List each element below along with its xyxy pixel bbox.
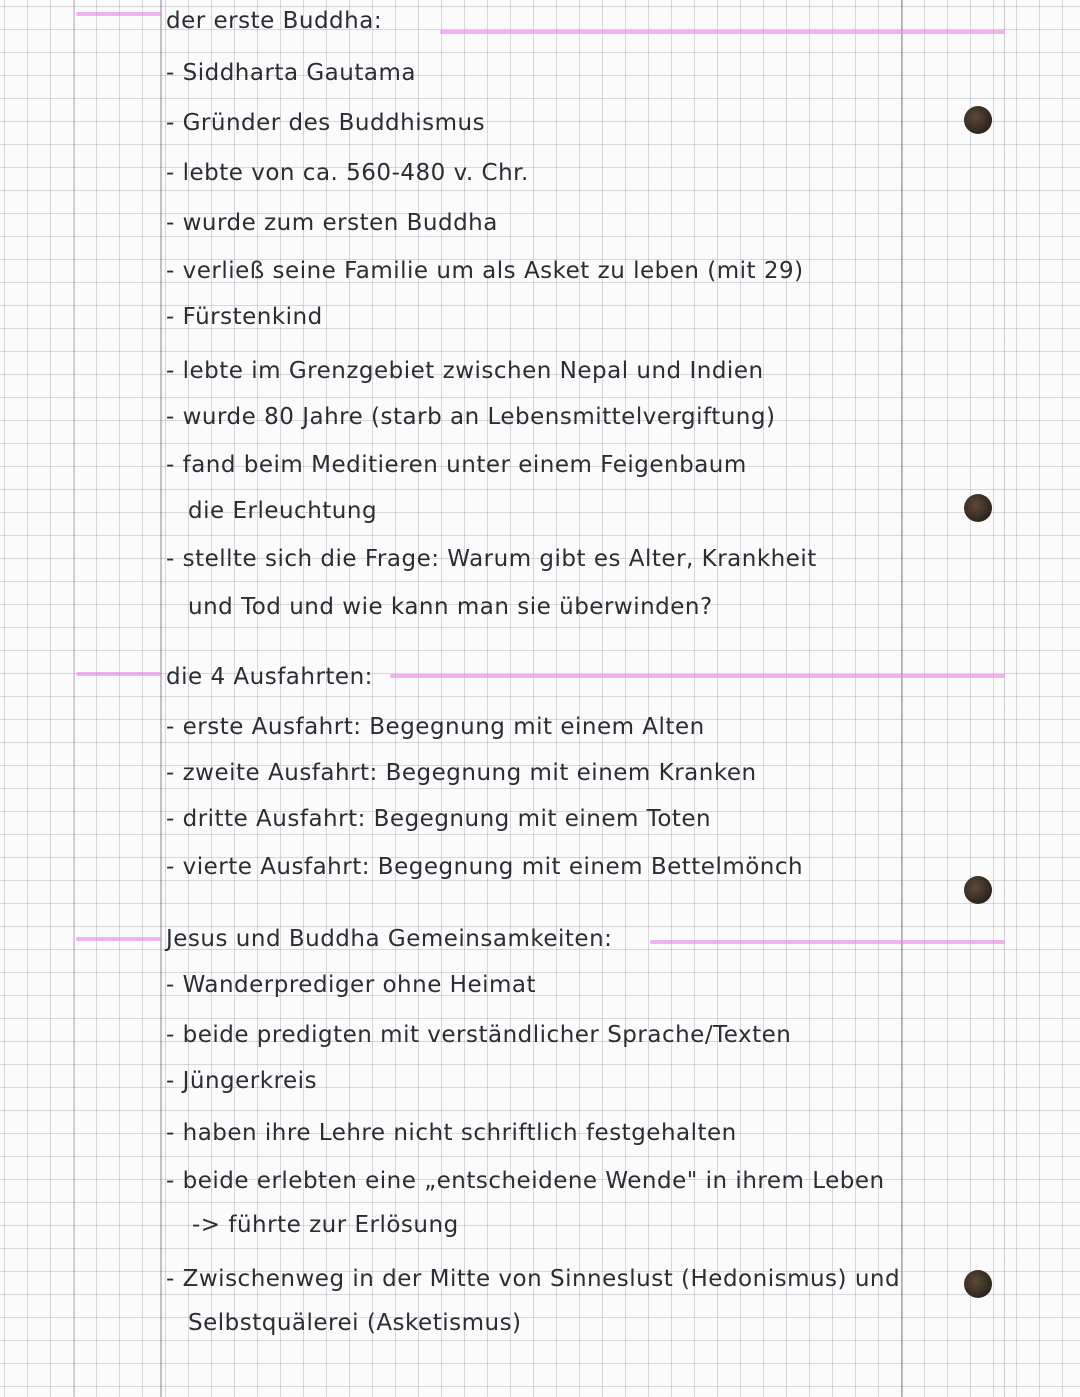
note-line: - wurde 80 Jahre (starb an Lebensmittelvergiftung) xyxy=(166,404,776,430)
note-line-continuation: Selbstquälerei (Asketismus) xyxy=(188,1310,522,1336)
page-edge-left xyxy=(74,0,75,1397)
note-line: - fand beim Meditieren unter einem Feigenbaum xyxy=(166,452,747,478)
note-line: - Siddharta Gautama xyxy=(166,60,416,86)
margin-line-right xyxy=(901,0,903,1397)
note-line: - verließ seine Familie um als Asket zu leben (mit 29) xyxy=(166,258,804,284)
note-line: - lebte von ca. 560-480 v. Chr. xyxy=(166,160,529,186)
note-line: - erste Ausfahrt: Begegnung mit einem Alten xyxy=(166,714,705,740)
punch-hole xyxy=(964,494,992,522)
margin-line-left xyxy=(160,0,162,1397)
section-heading: der erste Buddha: xyxy=(166,8,383,34)
page-edge-right xyxy=(1004,0,1005,1397)
note-line: - vierte Ausfahrt: Begegnung mit einem Bettelmönch xyxy=(166,854,804,880)
note-line: - Gründer des Buddhismus xyxy=(166,110,486,136)
punch-hole xyxy=(964,106,992,134)
note-line-continuation: -> führte zur Erlösung xyxy=(192,1212,459,1238)
section-heading: Jesus und Buddha Gemeinsamkeiten: xyxy=(166,926,613,952)
note-line: - Zwischenweg in der Mitte von Sinneslust (Hedonismus) und xyxy=(166,1266,901,1292)
note-line: - lebte im Grenzgebiet zwischen Nepal und Indien xyxy=(166,358,764,384)
punch-hole xyxy=(964,1270,992,1298)
note-line: - Jüngerkreis xyxy=(166,1068,318,1094)
note-line: - haben ihre Lehre nicht schriftlich festgehalten xyxy=(166,1120,737,1146)
note-line: - Wanderprediger ohne Heimat xyxy=(166,972,537,998)
note-line: - dritte Ausfahrt: Begegnung mit einem Toten xyxy=(166,806,712,832)
highlight-mark xyxy=(440,30,1005,34)
note-line-continuation: die Erleuchtung xyxy=(188,498,378,524)
note-line-continuation: und Tod und wie kann man sie überwinden? xyxy=(188,594,713,620)
highlight-mark xyxy=(76,937,162,941)
highlight-mark xyxy=(650,940,1005,944)
note-line: - wurde zum ersten Buddha xyxy=(166,210,498,236)
section-heading: die 4 Ausfahrten: xyxy=(166,664,373,690)
highlight-mark xyxy=(390,674,1005,678)
note-line: - Fürstenkind xyxy=(166,304,323,330)
highlight-mark xyxy=(76,12,162,16)
note-line: - stellte sich die Frage: Warum gibt es Alter, Krankheit xyxy=(166,546,817,572)
note-line: - beide erlebten eine „entscheidene Wende" in ihrem Leben xyxy=(166,1168,885,1194)
note-line: - beide predigten mit verständlicher Sprache/Texten xyxy=(166,1022,792,1048)
punch-hole xyxy=(964,876,992,904)
note-line: - zweite Ausfahrt: Begegnung mit einem Kranken xyxy=(166,760,757,786)
highlight-mark xyxy=(76,672,162,676)
